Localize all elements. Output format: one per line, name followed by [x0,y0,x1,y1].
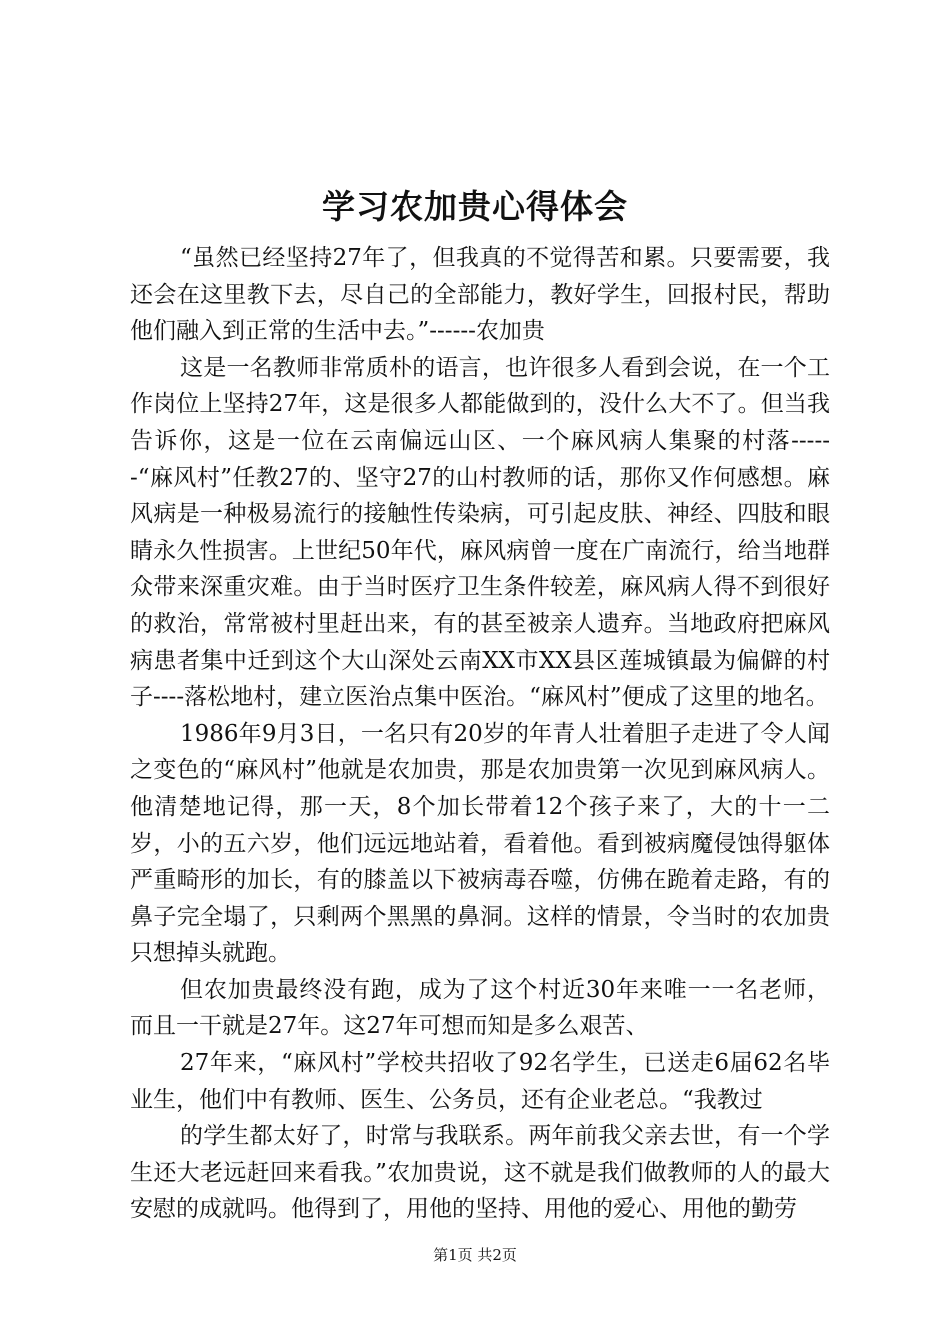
page-footer: 第1页 共2页 [433,1246,517,1264]
paragraph-1986: 1986年9月3日，一名只有20岁的年青人壮着胆子走进了令人闻之变色的“麻风村”他就是农加贵，那是农加贵第一次见到麻风病人。他清楚地记得，那一天，8个加长带着12个孩子来了，大的十一二岁，小的五六岁，他们远远地站着，看着他。看到被病魔侵蚀得躯体严重畸形的加长，有的膝盖以下被病毒吞噬，仿佛在跪着走路，有的鼻子完全塌了，只剩两个黑黑的鼻洞。这样的情景，令当时的农加贵只想掉头就跑。 [130,720,830,967]
paragraph-stayed: 但农加贵最终没有跑，成为了这个村近30年来唯一一名老师，而且一干就是27年。这27年可想而知是多么艰苦、 [130,976,830,1040]
paragraph-intro: 这是一名教师非常质朴的语言，也许很多人看到会说，在一个工作岗位上坚持27年，这是很多人都能做到的，没什么大不了。但当我告诉你，这是一位在云南偏远山区、一个麻风病人集聚的村落------“麻风村”任教27的、坚守27的山村教师的话，那你又作何感想。麻风病是一种极易流行的接触性传染病，可引起皮肤、神经、四肢和眼睛永久性损害。上世纪50年代，麻风病曾一度在广南流行，给当地群众带来深重灾难。由于当时医疗卫生条件较差，麻风病人得不到很好的救治，常常被村里赶出来，有的甚至被亲人遗弃。当地政府把麻风病患者集中迁到这个大山深处云南XX市XX县区莲城镇最为偏僻的村子----落松地村，建立医治点集中医治。“麻风村”便成了这里的地名。 [130,354,830,711]
paragraph-quote: “虽然已经坚持27年了，但我真的不觉得苦和累。只要需要，我还会在这里教下去，尽自己的全部能力，教好学生，回报村民，帮助他们融入到正常的生活中去。”------农加贵 [130,245,830,345]
document-body [130,240,830,1228]
paragraph-27-years: 27年来，“麻风村”学校共招收了92名学生，已送走6届62名毕业生，他们中有教师、医生、公务员，还有企业老总。“我教过 [130,1050,830,1113]
document-title: 学习农加贵心得体会 [322,187,628,226]
paragraph-students: 的学生都太好了，时常与我联系。两年前我父亲去世，有一个学生还大老远赶回来看我。”农加贵说，这不就是我们做教师的人的最大安慰的成就吗。他得到了，用他的坚持、用他的爱心、用他的勤劳 [130,1123,830,1223]
